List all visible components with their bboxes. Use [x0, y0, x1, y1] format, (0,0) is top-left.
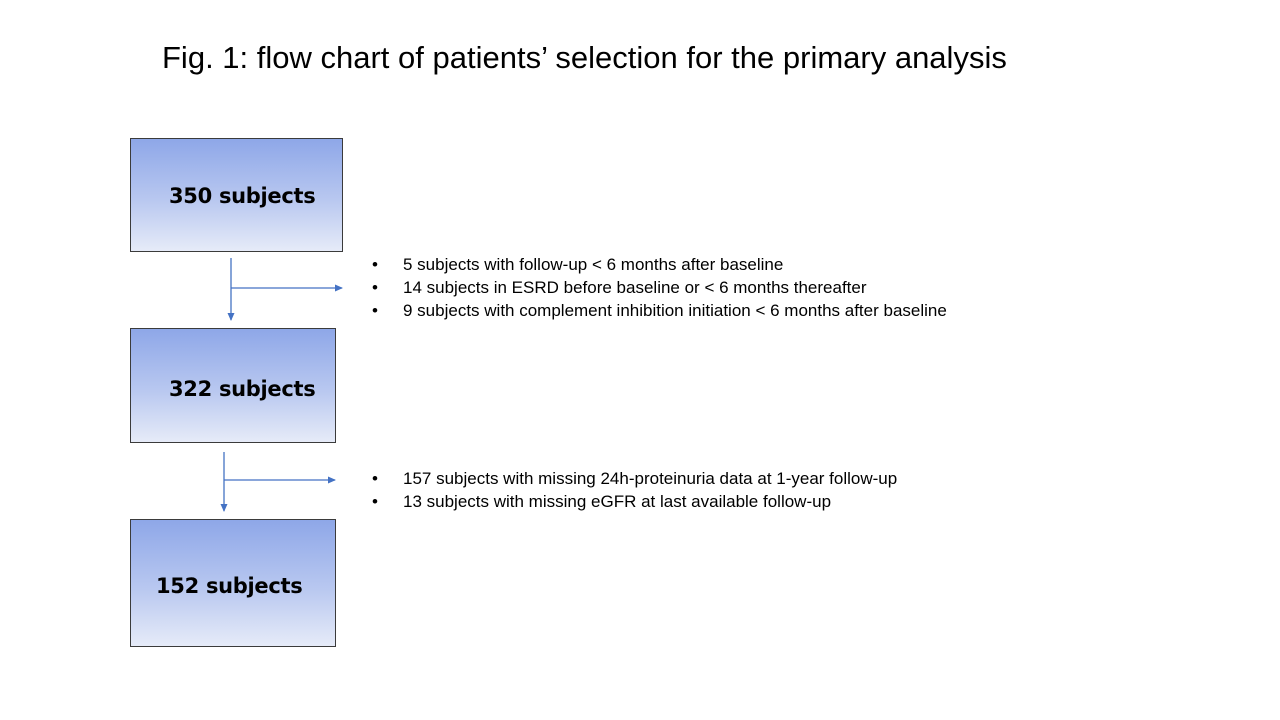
- flow-box-final-label: 152 subjects: [156, 574, 303, 598]
- exclusion-item: • 14 subjects in ESRD before baseline or < 6 months thereafter: [372, 276, 947, 299]
- flow-box-after-first-exclusion-label: 322 subjects: [169, 377, 316, 401]
- exclusion-item: • 5 subjects with follow-up < 6 months after baseline: [372, 253, 947, 276]
- exclusion-list-2: [372, 467, 897, 513]
- flow-box-initial-label: 350 subjects: [169, 184, 316, 208]
- exclusion-item: • 157 subjects with missing 24h-proteinuria data at 1-year follow-up: [372, 467, 897, 490]
- exclusion-item: • 13 subjects with missing eGFR at last available follow-up: [372, 490, 897, 513]
- exclusion-list-1: [372, 253, 947, 322]
- exclusion-item: • 9 subjects with complement inhibition initiation < 6 months after baseline: [372, 299, 947, 322]
- figure-title: Fig. 1: flow chart of patients’ selection for the primary analysis: [162, 40, 1007, 75]
